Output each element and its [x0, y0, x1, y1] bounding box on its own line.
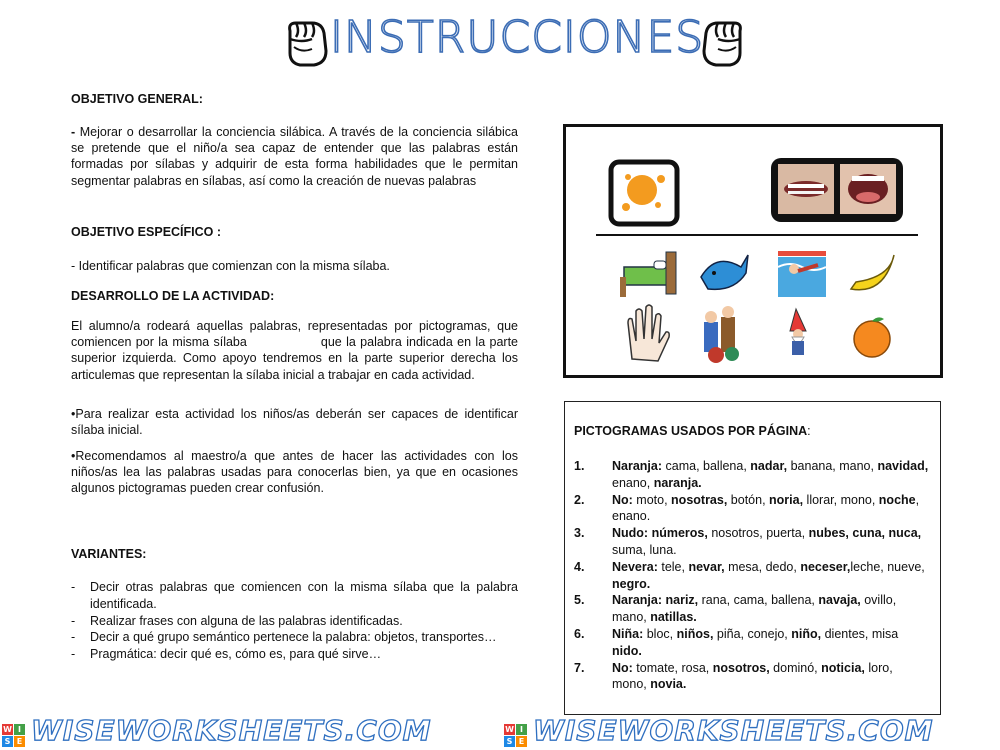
objetivo-especifico-text: - Identificar palabras que comienzan con la misma sílaba. — [71, 259, 390, 273]
logo-letter: E — [14, 736, 25, 747]
word-text: mesa, dedo, — [724, 559, 801, 574]
objetivo-general-text — [71, 124, 518, 189]
watermark-text: WISEWORKSHEETS.COM — [533, 714, 934, 747]
whale-icon — [701, 255, 748, 289]
word-text: dominó, — [769, 660, 822, 675]
heading-colon: : — [807, 424, 811, 438]
word-text: botón, — [727, 492, 770, 507]
logo-letter: I — [14, 724, 25, 735]
word-text: nosotros, puerta, — [707, 526, 809, 541]
item-number: 2. — [574, 492, 585, 507]
pictogramas-heading-text: PICTOGRAMAS USADOS POR PÁGINA — [574, 424, 808, 438]
orange-icon — [854, 317, 890, 357]
item-number: 3. — [574, 526, 585, 541]
word-text: cama, ballena, — [662, 459, 751, 473]
keyword: naranja. — [653, 475, 702, 490]
list-item — [574, 592, 929, 626]
swimmer-icon — [778, 251, 826, 297]
keyword: noticia, — [821, 660, 865, 675]
bullet-recomendacion: •Recomendamos al maestro/a que antes de hacer las actividades con los niños/as lea las palabras usadas para conocerlas bien, ya que en ocasiones algunos pictogramas pueden crear confusión. — [71, 449, 518, 496]
word-text: banana, mano, — [787, 459, 878, 473]
keyword: Naranja: — [612, 459, 663, 473]
word-text: dientes, misa — [821, 626, 899, 641]
word-text: suma, luna. — [612, 542, 677, 557]
orange-splash-icon — [611, 162, 677, 224]
item-number: 4. — [574, 559, 585, 574]
list-item — [574, 660, 929, 694]
dash: - — [71, 125, 76, 139]
nativity-icon — [704, 306, 739, 363]
objetivo-general-heading: OBJETIVO GENERAL: — [71, 92, 203, 106]
keyword: No: — [612, 492, 633, 507]
list-item — [574, 525, 929, 559]
keyword: nadar, — [750, 459, 788, 473]
logo-letter: W — [505, 725, 514, 735]
page-title: INSTRUCCIONES — [330, 12, 705, 63]
keyword: No: — [612, 660, 633, 675]
fist-icon-right — [700, 17, 748, 69]
logo-letter: S — [504, 736, 515, 747]
bed-icon — [620, 252, 676, 297]
mouth-open-icon — [840, 164, 896, 214]
keyword: neceser, — [800, 559, 851, 574]
banana-icon — [851, 255, 894, 290]
desarrollo-heading: DESARROLLO DE LA ACTIVIDAD: — [71, 289, 275, 303]
objetivo-especifico-heading: OBJETIVO ESPECÍFICO : — [71, 225, 222, 239]
keyword: navidad, — [877, 459, 929, 473]
watermark-text: WISEWORKSHEETS.COM — [31, 714, 432, 747]
keyword: nubes, cuna, nuca, — [808, 526, 922, 541]
logo-letter: S — [2, 736, 13, 747]
fist-icon-left — [282, 17, 330, 69]
footer-watermark — [0, 712, 1000, 750]
logo-letter: E — [516, 736, 527, 747]
pictogramas-list — [574, 458, 929, 693]
keyword: Nudo: números, — [612, 526, 708, 541]
logo-letter: W — [3, 725, 12, 735]
objetivo-general-body: Mejorar o desarrollar la conciencia silábica. A través de la conciencia silábica se pretende que el niño/a sea capaz de entender que las palabras están formadas por sílabas y adquirir de esta forma habilidades que le permitan segmentar palabras en sílabas, así como la creación de nuevas palabras — [71, 125, 518, 188]
keyword: Naranja: nariz, — [612, 593, 699, 608]
word-text: leche, nueve, — [850, 559, 925, 574]
list-item: - Realizar frases con alguna de las palabras identificadas. — [71, 613, 518, 630]
word-text: loro, mono, — [612, 660, 893, 692]
keyword: noria, — [769, 492, 804, 507]
pictogramas-panel — [564, 401, 941, 715]
word-text: tomate, rosa, — [632, 660, 713, 675]
list-item — [574, 559, 929, 593]
list-item — [574, 626, 929, 660]
list-item — [574, 458, 929, 492]
word-text: enano, — [612, 475, 654, 490]
desarrollo-text: El alumno/a rodeará aquellas palabras, representadas por pictogramas, que comiencen por la misma sílaba que la palabra indicada en la parte superior izquierda. Como apoyo tendremos en la parte superior derecha los articulemas que representan la sílaba inicial a trabajar en cada actividad. — [71, 319, 522, 382]
keyword: niño, — [791, 626, 822, 641]
list-item: - Decir a qué grupo semántico pertenece la palabra: objetos, transportes… — [71, 629, 518, 646]
pictogram-board — [563, 124, 943, 378]
bullet-capacidad: •Para realizar esta actividad los niños/as deberán ser capaces de identificar sílaba inicial. — [71, 407, 518, 438]
keyword: negro. — [612, 576, 651, 591]
wise-logo-icon — [504, 724, 527, 747]
keyword: noche — [878, 492, 916, 507]
keyword: niños, — [676, 626, 714, 641]
keyword: navaja, — [818, 593, 861, 608]
variantes-list — [71, 579, 518, 663]
watermark-right — [504, 714, 934, 748]
keyword: Niña: — [612, 626, 644, 641]
logo-letter: I — [516, 724, 527, 735]
word-text: piña, conejo, — [713, 626, 792, 641]
item-number: 1. — [574, 459, 585, 473]
wise-logo-icon — [2, 724, 25, 747]
list-item — [574, 492, 929, 526]
word-text: rana, cama, ballena, — [698, 593, 819, 608]
keyword: nosotras, — [671, 492, 728, 507]
keyword: novia. — [650, 677, 687, 692]
keyword: nido. — [612, 643, 642, 658]
item-number: 6. — [574, 626, 585, 641]
keyword: nevar, — [688, 559, 725, 574]
word-text: bloc, — [643, 626, 677, 641]
keyword: natillas. — [650, 610, 697, 625]
item-number: 7. — [574, 660, 585, 675]
watermark-left — [2, 714, 432, 748]
hand-icon — [628, 305, 669, 361]
list-item: - Pragmática: decir qué es, cómo es, para qué sirve… — [71, 646, 518, 663]
pictogramas-heading — [574, 424, 811, 438]
word-text: llorar, mono, — [803, 492, 879, 507]
keyword: Nevera: — [612, 559, 658, 574]
keyword: nosotros, — [712, 660, 770, 675]
word-text: tele, — [657, 559, 689, 574]
gnome-icon — [790, 309, 806, 355]
variantes-heading: VARIANTES: — [71, 547, 147, 561]
word-text: moto, — [632, 492, 672, 507]
word-text: ovillo, mano, — [612, 593, 897, 625]
word-text: , enano. — [612, 492, 920, 524]
item-number: 5. — [574, 593, 585, 608]
list-item: - Decir otras palabras que comiencen con la misma sílaba que la palabra identificada. — [71, 579, 518, 613]
